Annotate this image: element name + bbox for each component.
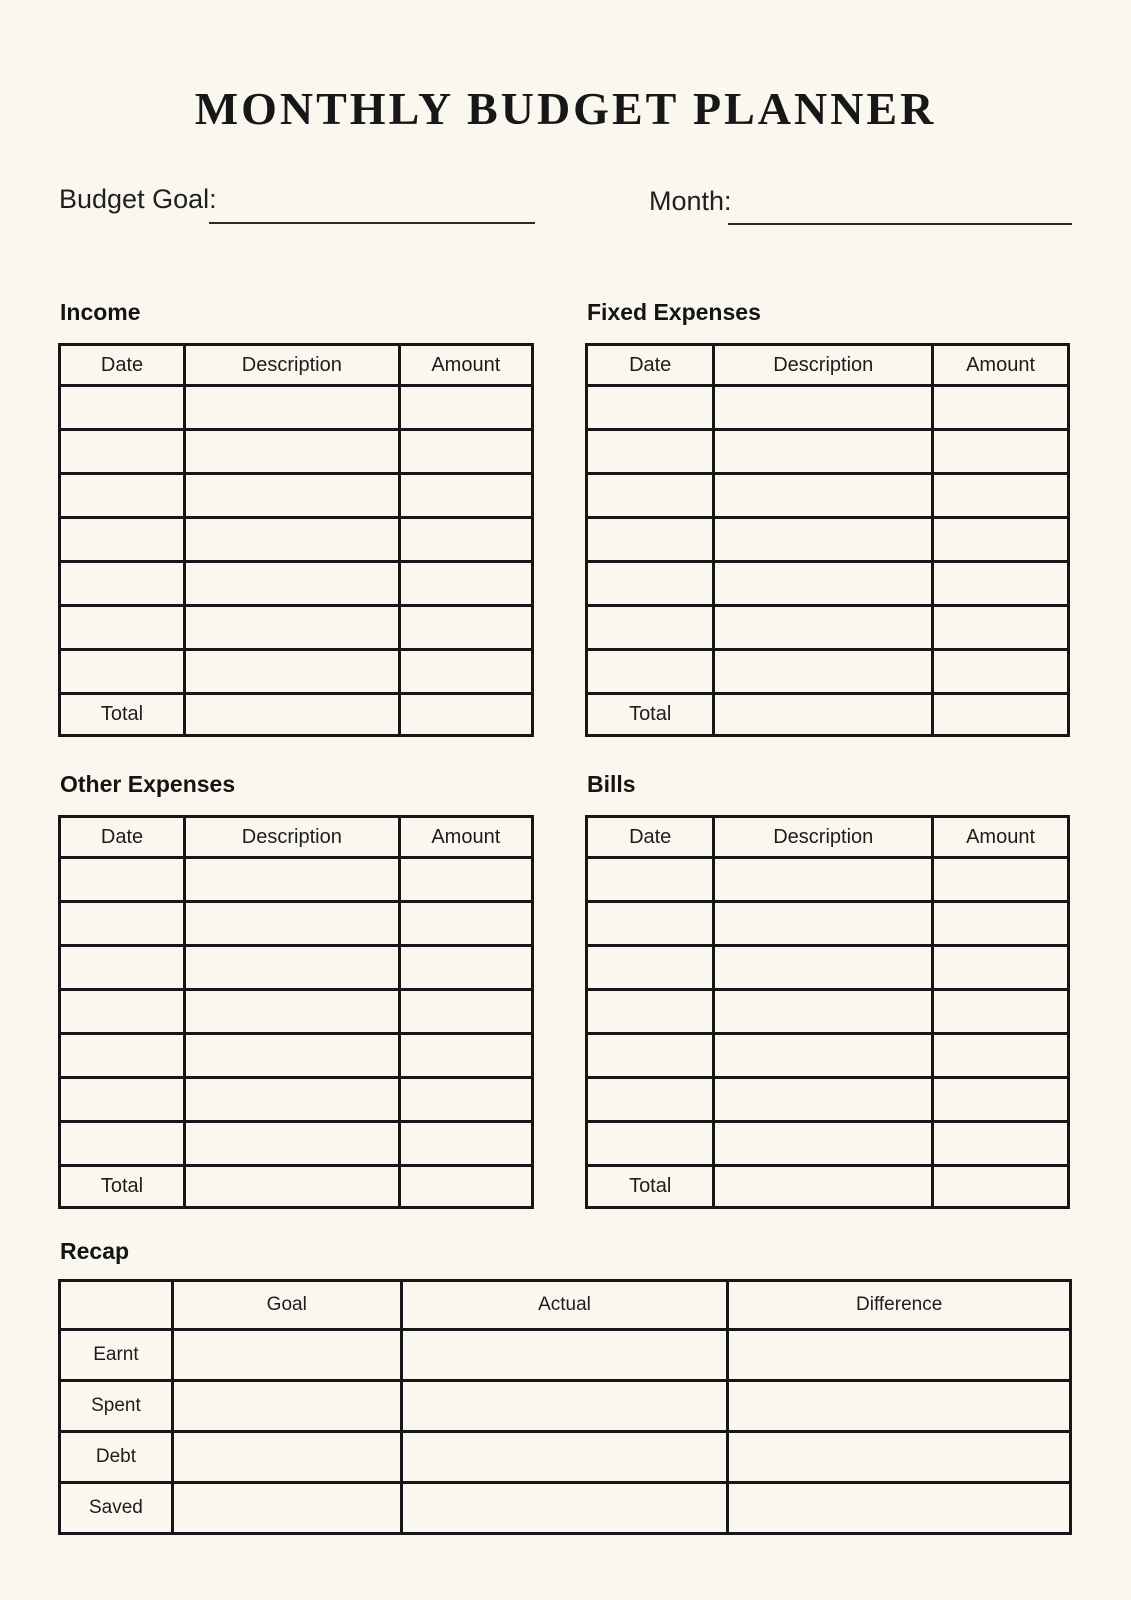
- cell-amount[interactable]: [933, 650, 1069, 694]
- cell-amount[interactable]: [399, 946, 532, 990]
- recap-cell-saved-goal[interactable]: [172, 1483, 401, 1534]
- column-header-description: Description: [714, 817, 933, 858]
- total-amount-cell[interactable]: [933, 694, 1069, 736]
- cell-description[interactable]: [185, 562, 400, 606]
- column-header-date: Date: [587, 817, 714, 858]
- column-header-date: Date: [60, 345, 185, 386]
- column-header-amount: Amount: [933, 817, 1069, 858]
- recap-cell-spent-goal[interactable]: [172, 1381, 401, 1432]
- table-row: [587, 606, 1069, 650]
- cell-date[interactable]: [587, 1078, 714, 1122]
- cell-date[interactable]: [60, 858, 185, 902]
- total-amount-cell[interactable]: [933, 1166, 1069, 1208]
- cell-amount[interactable]: [399, 650, 532, 694]
- table-body: [60, 858, 533, 1208]
- cell-description[interactable]: [185, 1034, 400, 1078]
- table-row: [60, 1034, 533, 1078]
- cell-amount[interactable]: [399, 902, 532, 946]
- table-header: [60, 345, 533, 386]
- cell-amount[interactable]: [933, 990, 1069, 1034]
- recap-cell-saved-actual[interactable]: [401, 1483, 728, 1534]
- cell-date[interactable]: [587, 990, 714, 1034]
- column-header-amount: Amount: [399, 817, 532, 858]
- cell-date[interactable]: [587, 902, 714, 946]
- total-description-cell[interactable]: [185, 1166, 400, 1208]
- table-row: [587, 1078, 1069, 1122]
- cell-date[interactable]: [587, 474, 714, 518]
- cell-description[interactable]: [185, 606, 400, 650]
- cell-amount[interactable]: [933, 430, 1069, 474]
- table-row: [587, 562, 1069, 606]
- cell-amount[interactable]: [399, 562, 532, 606]
- cell-description[interactable]: [714, 606, 933, 650]
- total-amount-cell[interactable]: [399, 694, 532, 736]
- recap-column-header-actual: Actual: [401, 1281, 728, 1330]
- table-header: [60, 817, 533, 858]
- cell-date[interactable]: [60, 518, 185, 562]
- cell-date[interactable]: [60, 1122, 185, 1166]
- recap-row-earnt: [60, 1330, 1071, 1381]
- cell-amount[interactable]: [399, 858, 532, 902]
- cell-description[interactable]: [714, 430, 933, 474]
- column-header-date: Date: [587, 345, 714, 386]
- cell-description[interactable]: [185, 518, 400, 562]
- recap-cell-earnt-goal[interactable]: [172, 1330, 401, 1381]
- table-row: [60, 902, 533, 946]
- cell-description[interactable]: [185, 1078, 400, 1122]
- cell-date[interactable]: [60, 650, 185, 694]
- cell-amount[interactable]: [399, 430, 532, 474]
- cell-description[interactable]: [185, 858, 400, 902]
- cell-date[interactable]: [60, 1034, 185, 1078]
- fixed-expenses-table: [585, 343, 1070, 737]
- cell-description[interactable]: [714, 902, 933, 946]
- table-row: [587, 1122, 1069, 1166]
- recap-cell-debt-difference[interactable]: [728, 1432, 1071, 1483]
- table-row: [587, 858, 1069, 902]
- recap-cell-earnt-difference[interactable]: [728, 1330, 1071, 1381]
- cell-description[interactable]: [714, 386, 933, 430]
- table-row: [60, 562, 533, 606]
- column-header-amount: Amount: [933, 345, 1069, 386]
- cell-date[interactable]: [60, 562, 185, 606]
- recap-header: [60, 1281, 1071, 1330]
- header-row: [60, 345, 533, 386]
- table-row: [587, 430, 1069, 474]
- recap-cell-debt-goal[interactable]: [172, 1432, 401, 1483]
- cell-amount[interactable]: [399, 474, 532, 518]
- cell-description[interactable]: [714, 518, 933, 562]
- cell-amount[interactable]: [933, 1122, 1069, 1166]
- page-title: MONTHLY BUDGET PLANNER: [194, 83, 937, 134]
- table-row: [587, 650, 1069, 694]
- table-row: [587, 902, 1069, 946]
- cell-date[interactable]: [60, 606, 185, 650]
- section-fixed-expenses: [585, 299, 1070, 737]
- recap-cell-saved-difference[interactable]: [728, 1483, 1071, 1534]
- total-label-cell: Total: [60, 1166, 185, 1208]
- total-description-cell[interactable]: [714, 694, 933, 736]
- header-row: [587, 345, 1069, 386]
- cell-date[interactable]: [587, 386, 714, 430]
- column-header-amount: Amount: [399, 345, 532, 386]
- cell-description[interactable]: [714, 1078, 933, 1122]
- total-row: [587, 694, 1069, 736]
- recap-column-header-blank: [60, 1281, 173, 1330]
- cell-description[interactable]: [185, 650, 400, 694]
- cell-amount[interactable]: [933, 386, 1069, 430]
- table-row: [60, 990, 533, 1034]
- month-label: Month:: [649, 186, 732, 216]
- cell-amount[interactable]: [933, 1034, 1069, 1078]
- cell-description[interactable]: [714, 650, 933, 694]
- cell-description[interactable]: [714, 1122, 933, 1166]
- cell-amount[interactable]: [399, 990, 532, 1034]
- cell-amount[interactable]: [933, 562, 1069, 606]
- recap-row-label-debt: Debt: [60, 1432, 173, 1483]
- budget-goal-label: Budget Goal:: [59, 184, 217, 214]
- cell-amount[interactable]: [399, 606, 532, 650]
- recap-row-debt: [60, 1432, 1071, 1483]
- table-row: [60, 430, 533, 474]
- table-row: [60, 946, 533, 990]
- total-row: [60, 694, 533, 736]
- section-fixed-expenses-title: Fixed Expenses: [587, 299, 761, 325]
- total-label-cell: Total: [587, 694, 714, 736]
- other-expenses-table: [58, 815, 534, 1209]
- bills-table: [585, 815, 1070, 1209]
- total-label-cell: Total: [587, 1166, 714, 1208]
- recap-cell-spent-difference[interactable]: [728, 1381, 1071, 1432]
- table-header: [587, 345, 1069, 386]
- cell-date[interactable]: [587, 562, 714, 606]
- recap-row-label-saved: Saved: [60, 1483, 173, 1534]
- cell-date[interactable]: [60, 386, 185, 430]
- cell-date[interactable]: [60, 902, 185, 946]
- table-row: [60, 1122, 533, 1166]
- table-row: [587, 946, 1069, 990]
- recap-row-label-spent: Spent: [60, 1381, 173, 1432]
- table-body: [587, 858, 1069, 1208]
- total-label-cell: Total: [60, 694, 185, 736]
- total-description-cell[interactable]: [714, 1166, 933, 1208]
- cell-date[interactable]: [587, 606, 714, 650]
- table-row: [587, 518, 1069, 562]
- recap-cell-spent-actual[interactable]: [401, 1381, 728, 1432]
- table-row: [587, 1034, 1069, 1078]
- section-bills: [585, 771, 1070, 1209]
- cell-description[interactable]: [185, 1122, 400, 1166]
- cell-amount[interactable]: [399, 1034, 532, 1078]
- section-recap-title: Recap: [60, 1238, 130, 1264]
- cell-description[interactable]: [714, 474, 933, 518]
- recap-table: [58, 1279, 1072, 1535]
- recap-row-label-earnt: Earnt: [60, 1330, 173, 1381]
- cell-description[interactable]: [714, 858, 933, 902]
- cell-description[interactable]: [714, 562, 933, 606]
- table-row: [60, 650, 533, 694]
- cell-date[interactable]: [60, 946, 185, 990]
- cell-amount[interactable]: [933, 902, 1069, 946]
- table-header: [587, 817, 1069, 858]
- table-row: [60, 474, 533, 518]
- recap-body: [60, 1330, 1071, 1534]
- cell-date[interactable]: [587, 518, 714, 562]
- budget-goal-input-line[interactable]: [209, 222, 535, 224]
- cell-date[interactable]: [587, 1034, 714, 1078]
- table-row: [60, 606, 533, 650]
- table-row: [60, 518, 533, 562]
- recap-cell-debt-actual[interactable]: [401, 1432, 728, 1483]
- table-row: [60, 858, 533, 902]
- cell-amount[interactable]: [399, 518, 532, 562]
- column-header-date: Date: [60, 817, 185, 858]
- section-recap: [58, 1238, 1072, 1535]
- section-income: [58, 299, 534, 737]
- cell-amount[interactable]: [399, 1122, 532, 1166]
- recap-row-saved: [60, 1483, 1071, 1534]
- cell-date[interactable]: [60, 430, 185, 474]
- section-income-title: Income: [60, 299, 141, 325]
- cell-description[interactable]: [714, 946, 933, 990]
- header-row: [587, 817, 1069, 858]
- cell-date[interactable]: [587, 858, 714, 902]
- table-row: [587, 474, 1069, 518]
- column-header-description: Description: [185, 817, 400, 858]
- total-row: [587, 1166, 1069, 1208]
- cell-date[interactable]: [587, 650, 714, 694]
- cell-amount[interactable]: [933, 858, 1069, 902]
- table-row: [587, 386, 1069, 430]
- section-bills-title: Bills: [587, 771, 636, 797]
- recap-row-spent: [60, 1381, 1071, 1432]
- cell-description[interactable]: [714, 1034, 933, 1078]
- cell-amount[interactable]: [933, 474, 1069, 518]
- cell-description[interactable]: [185, 474, 400, 518]
- column-header-description: Description: [185, 345, 400, 386]
- cell-date[interactable]: [60, 990, 185, 1034]
- table-body: [60, 386, 533, 736]
- recap-column-header-goal: Goal: [172, 1281, 401, 1330]
- cell-date[interactable]: [587, 946, 714, 990]
- income-table: [58, 343, 534, 737]
- cell-amount[interactable]: [933, 1078, 1069, 1122]
- cell-description[interactable]: [714, 990, 933, 1034]
- total-amount-cell[interactable]: [399, 1166, 532, 1208]
- month-input-line[interactable]: [728, 223, 1072, 225]
- cell-amount[interactable]: [933, 946, 1069, 990]
- cell-date[interactable]: [587, 1122, 714, 1166]
- cell-description[interactable]: [185, 990, 400, 1034]
- cell-amount[interactable]: [933, 606, 1069, 650]
- cell-description[interactable]: [185, 430, 400, 474]
- cell-description[interactable]: [185, 946, 400, 990]
- recap-column-header-difference: Difference: [728, 1281, 1071, 1330]
- section-other-expenses-title: Other Expenses: [60, 771, 236, 797]
- table-body: [587, 386, 1069, 736]
- recap-header-row: [60, 1281, 1071, 1330]
- section-other-expenses: [58, 771, 534, 1209]
- cell-description[interactable]: [185, 386, 400, 430]
- cell-date[interactable]: [60, 1078, 185, 1122]
- table-row: [60, 386, 533, 430]
- cell-amount[interactable]: [933, 518, 1069, 562]
- recap-cell-earnt-actual[interactable]: [401, 1330, 728, 1381]
- total-description-cell[interactable]: [185, 694, 400, 736]
- cell-description[interactable]: [185, 902, 400, 946]
- cell-date[interactable]: [60, 474, 185, 518]
- cell-amount[interactable]: [399, 1078, 532, 1122]
- column-header-description: Description: [714, 345, 933, 386]
- cell-amount[interactable]: [399, 386, 532, 430]
- table-row: [587, 990, 1069, 1034]
- cell-date[interactable]: [587, 430, 714, 474]
- total-row: [60, 1166, 533, 1208]
- table-row: [60, 1078, 533, 1122]
- header-row: [60, 817, 533, 858]
